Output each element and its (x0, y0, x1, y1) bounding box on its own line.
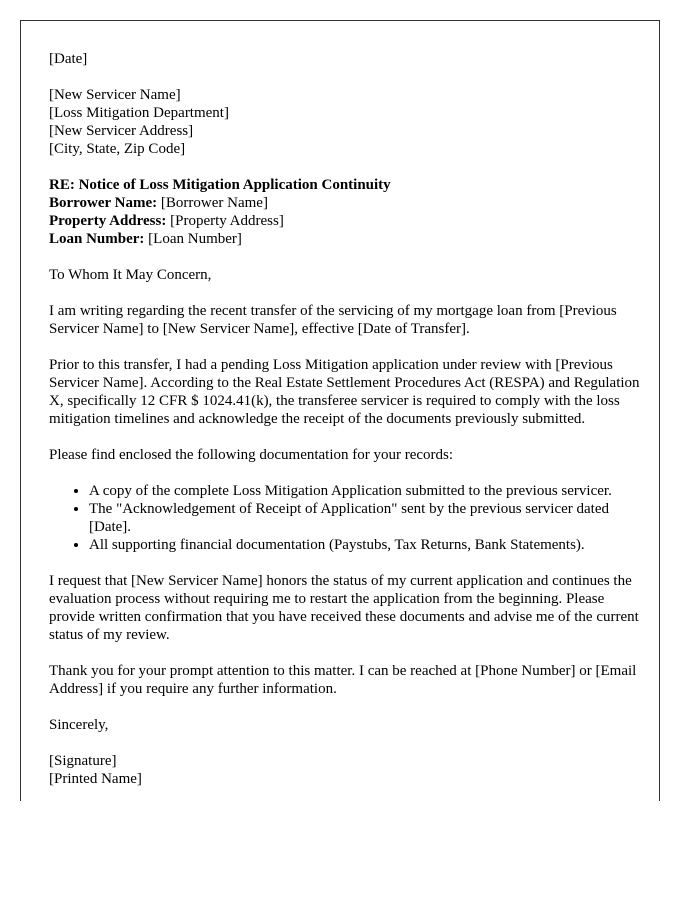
recipient-city-state-zip: [City, State, Zip Code] (49, 141, 186, 157)
printed-name: [Printed Name] (49, 771, 142, 787)
letter-page (20, 20, 660, 801)
letter-date: [Date] (49, 51, 88, 67)
paragraph-request: I request that [New Servicer Name] honors the status of my current application and continues the evaluation process without requiring me to restart the application from the beginning. Please provide written confirmation that you have received these documents and advise me of the current status of my review. (49, 573, 639, 643)
enclosure-item: • All supporting financial documentation (Paystubs, Tax Returns, Bank Statements). (89, 536, 649, 554)
signature: [Signature] (49, 753, 117, 769)
property-address-label: Property Address: (49, 213, 167, 229)
loan-number-label: Loan Number: (49, 231, 145, 247)
paragraph-enclosures-intro: Please find enclosed the following documentation for your records: (49, 447, 454, 463)
signature-block (49, 752, 649, 788)
borrower-name-value: [Borrower Name] (157, 195, 268, 211)
loan-number-line (49, 230, 649, 248)
property-address-value: [Property Address] (166, 213, 284, 229)
letter-content (49, 50, 649, 801)
enclosure-item: • The "Acknowledgement of Receipt of Application" sent by the previous servicer dated [Date]. (89, 500, 649, 536)
property-address-line (49, 212, 649, 230)
recipient-name: [New Servicer Name] (49, 87, 181, 103)
recipient-address-block (49, 86, 649, 158)
paragraph-transfer: I am writing regarding the recent transfer of the servicing of my mortgage loan from [Previous Servicer Name] to [New Servicer Name], effective [Date of Transfer]. (49, 303, 617, 337)
recipient-address: [New Servicer Address] (49, 123, 194, 139)
borrower-name-line (49, 194, 649, 212)
borrower-name-label: Borrower Name: (49, 195, 158, 211)
subject-block (49, 176, 649, 248)
enclosure-list (49, 482, 649, 554)
recipient-department: [Loss Mitigation Department] (49, 105, 229, 121)
subject-line: RE: Notice of Loss Mitigation Application Continuity (49, 177, 391, 193)
paragraph-thanks: Thank you for your prompt attention to this matter. I can be reached at [Phone Number] or [Email Address] if you require any further information. (49, 663, 637, 697)
loan-number-value: [Loan Number] (144, 231, 242, 247)
enclosure-item: • A copy of the complete Loss Mitigation Application submitted to the previous servicer. (89, 482, 649, 500)
sign-off: Sincerely, (49, 717, 109, 733)
paragraph-pending-application: Prior to this transfer, I had a pending Loss Mitigation application under review with [Previous Servicer Name]. According to the Real Estate Settlement Procedures Act (RESPA) and Regulation X, specifically 12 CFR $ 1024.41(k), the transferee servicer is required to comply with the loss mitigation timelines and acknowledge the receipt of the documents previously submitted. (49, 357, 640, 427)
salutation: To Whom It May Concern, (49, 267, 212, 283)
